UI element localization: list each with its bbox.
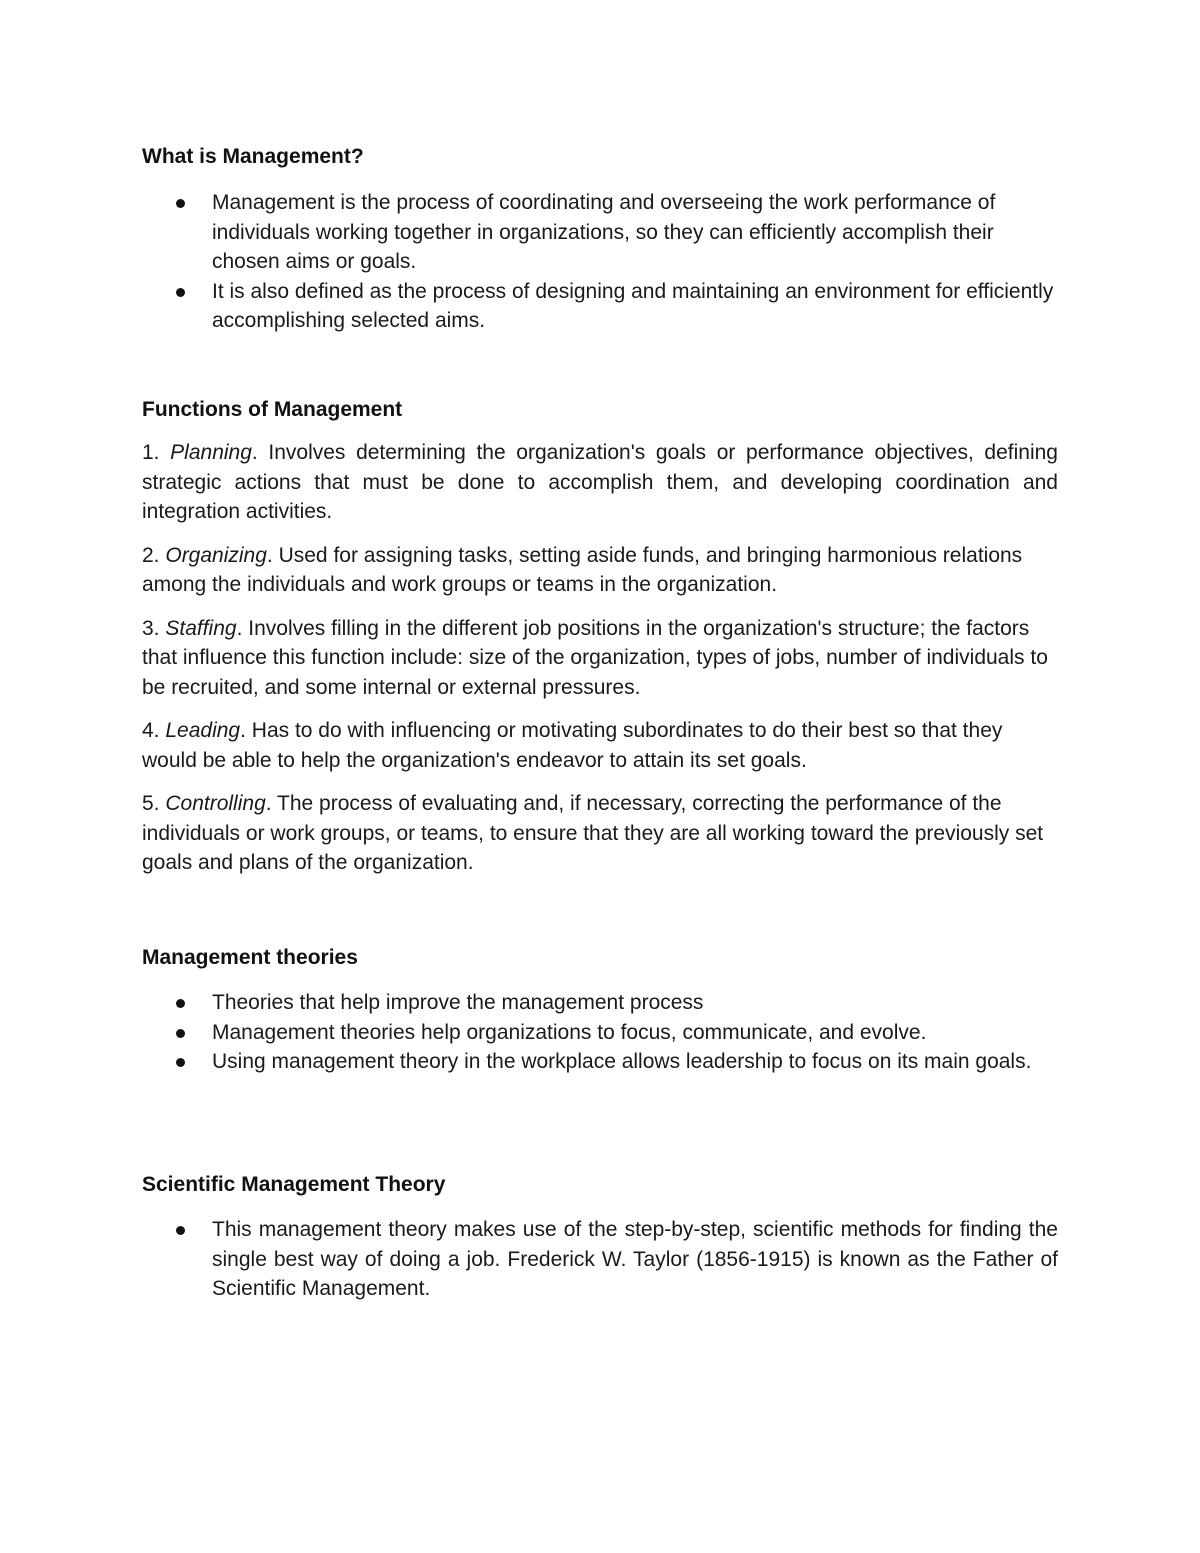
function-text: . The process of evaluating and, if necessary, correcting the performance of the individuals or work groups, or teams, to ensure that they are all working toward the previously set goals and plans of the organization. <box>142 792 1044 874</box>
list-item-text: This management theory makes use of the step-by-step, scientific methods for finding the single best way of doing a job. Frederick W. Taylor (1856-1915) is known as the Father of Scientific Management. <box>212 1218 1058 1300</box>
function-number: 2. <box>142 543 166 567</box>
list-item <box>142 277 1058 336</box>
bullet-icon <box>176 288 185 297</box>
list-item <box>142 188 1058 277</box>
function-item-planning <box>142 438 1058 527</box>
list-item <box>142 1018 1058 1048</box>
list-item-text: Management theories help organizations to focus, communicate, and evolve. <box>212 1020 927 1044</box>
section-heading: Management theories <box>142 946 358 969</box>
list-item <box>142 1047 1058 1077</box>
function-item-organizing <box>142 541 1058 600</box>
function-text: . Used for assigning tasks, setting aside funds, and bringing harmonious relations among the individuals and work groups or teams in the organization. <box>142 543 1023 596</box>
section-heading: Functions of Management <box>142 398 403 421</box>
bullet-list <box>142 988 1058 1077</box>
bullet-icon <box>176 1226 185 1235</box>
function-term: Controlling <box>165 792 266 815</box>
function-number: 1. <box>142 441 171 464</box>
function-number: 3. <box>142 616 166 640</box>
function-item-leading <box>142 716 1058 775</box>
list-item-text: Theories that help improve the management process <box>212 991 704 1014</box>
function-text: . Involves determining the organization's goals or performance objectives, defining strategic actions that must be done to accomplish them, and developing coordination and integration activities. <box>142 441 1058 523</box>
list-item-text: It is also defined as the process of designing and maintaining an environment for efficiently accomplishing selected aims. <box>212 279 1054 332</box>
function-text: . Has to do with influencing or motivating subordinates to do their best so that they would be able to help the organization's endeavor to attain its set goals. <box>142 719 1003 772</box>
bullet-list <box>142 1215 1058 1304</box>
section-functions-of-management <box>142 395 1058 878</box>
bullet-list <box>142 188 1058 336</box>
function-number: 5. <box>142 792 166 815</box>
function-term: Planning <box>170 441 252 464</box>
section-what-is-management <box>142 142 1058 336</box>
list-item-text: Management is the process of coordinating and overseeing the work performance of individuals working together in organizations, so they can efficiently accomplish their chosen aims or goals. <box>212 191 996 273</box>
bullet-icon <box>176 1029 185 1038</box>
list-item-text: Using management theory in the workplace allows leadership to focus on its main goals. <box>212 1050 1032 1073</box>
list-item <box>142 988 1058 1018</box>
section-heading: Scientific Management Theory <box>142 1173 446 1196</box>
function-term: Leading <box>165 719 241 742</box>
section-management-theories <box>142 943 1058 1077</box>
function-term: Staffing <box>165 616 237 640</box>
bullet-icon <box>176 999 185 1008</box>
function-term: Organizing <box>165 543 267 567</box>
section-heading: What is Management? <box>142 145 364 168</box>
list-item <box>142 1215 1058 1304</box>
function-number: 4. <box>142 719 166 742</box>
function-text: . Involves filling in the different job positions in the organization's structure; the factors that influence this function include: size of the organization, types of jobs, number of individuals to be recruited, and some internal or external pressures. <box>142 616 1048 699</box>
bullet-icon <box>176 1058 185 1067</box>
function-item-staffing <box>142 614 1058 703</box>
function-item-controlling <box>142 789 1058 878</box>
bullet-icon <box>176 199 185 208</box>
section-scientific-management-theory <box>142 1170 1058 1304</box>
